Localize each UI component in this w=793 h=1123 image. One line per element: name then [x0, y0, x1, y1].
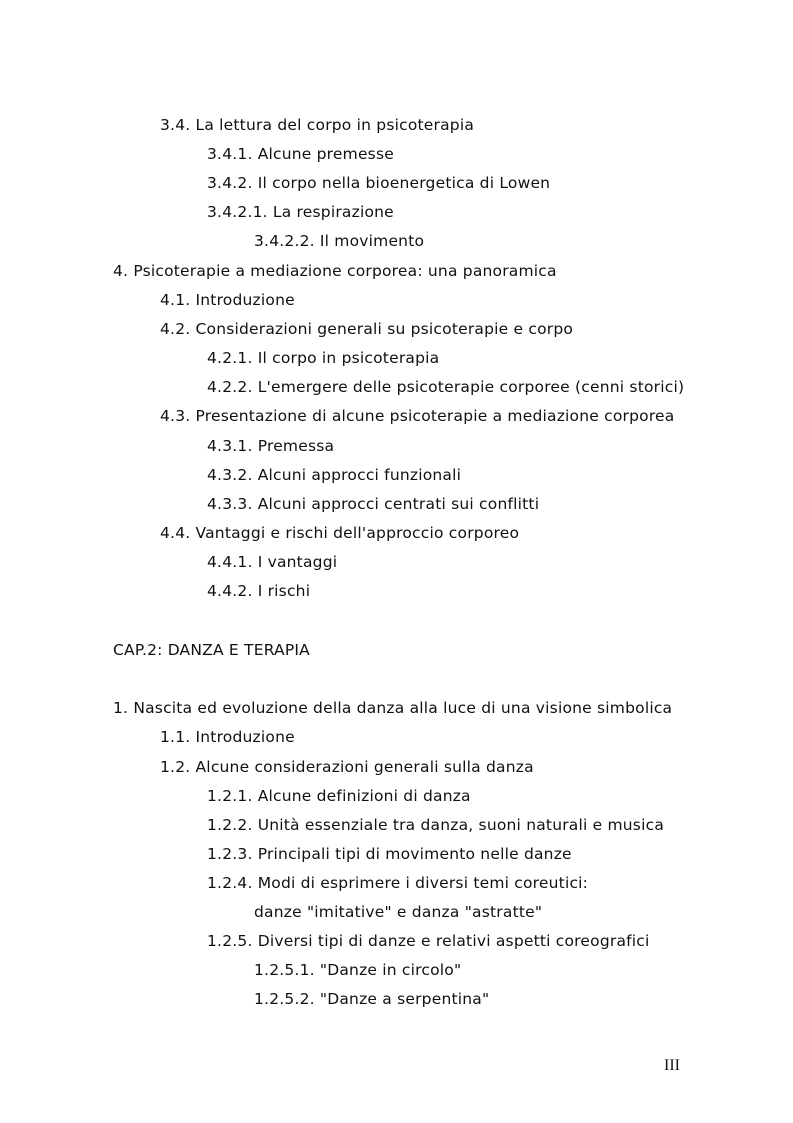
toc-entry-1-1: 1.1. Introduzione [160, 728, 295, 746]
toc-entry-1-2: 1.2. Alcune considerazioni generali sulla danza [160, 758, 534, 776]
toc-entry-3-4: 3.4. La lettura del corpo in psicoterapia [160, 116, 475, 134]
toc-entry-1-2-5-2: 1.2.5.2. "Danze a serpentina" [254, 990, 490, 1008]
toc-entry-4-2: 4.2. Considerazioni generali su psicoterapie e corpo [160, 320, 574, 338]
toc-entry-1-2-4: 1.2.4. Modi di esprimere i diversi temi coreutici: [207, 874, 589, 892]
toc-entry-4-2-1: 4.2.1. Il corpo in psicoterapia [207, 349, 440, 367]
toc-entry-3-4-1: 3.4.1. Alcune premesse [207, 145, 394, 163]
toc-entry-3-4-2-2: 3.4.2.2. Il movimento [254, 232, 425, 250]
toc-entry-3-4-2: 3.4.2. Il corpo nella bioenergetica di Lowen [207, 174, 551, 192]
toc-entry-4-2-2: 4.2.2. L'emergere delle psicoterapie corporee (cenni storici) [207, 378, 685, 396]
toc-entry-4-4-1: 4.4.1. I vantaggi [207, 553, 338, 571]
toc-entry-1-2-3: 1.2.3. Principali tipi di movimento nelle danze [207, 845, 572, 863]
toc-entry-4-3: 4.3. Presentazione di alcune psicoterapie a mediazione corporea [160, 407, 675, 425]
toc-entry-3-4-2-1: 3.4.2.1. La respirazione [207, 203, 394, 221]
toc-entry-1-2-2: 1.2.2. Unità essenziale tra danza, suoni naturali e musica [207, 816, 665, 834]
toc-entry-1-2-1: 1.2.1. Alcune definizioni di danza [207, 787, 471, 805]
toc-entry-4-4-2: 4.4.2. I rischi [207, 582, 311, 600]
toc-entry-4-3-2: 4.3.2. Alcuni approcci funzionali [207, 466, 462, 484]
toc-entry-4-3-1: 4.3.1. Premessa [207, 437, 335, 455]
toc-entry-1-2-5-1: 1.2.5.1. "Danze in circolo" [254, 961, 462, 979]
toc-entry-4-3-3: 4.3.3. Alcuni approcci centrati sui conflitti [207, 495, 540, 513]
toc-entry-4-1: 4.1. Introduzione [160, 291, 295, 309]
toc-entry-1-2-4-continuation: danze "imitative" e danza "astratte" [254, 903, 543, 921]
toc-entry-4-4: 4.4. Vantaggi e rischi dell'approccio corporeo [160, 524, 520, 542]
page-number: III [664, 1057, 680, 1074]
toc-entry-1: 1. Nascita ed evoluzione della danza alla luce di una visione simbolica [113, 699, 673, 717]
toc-entry-1-2-5: 1.2.5. Diversi tipi di danze e relativi aspetti coreografici [207, 932, 650, 950]
chapter-heading: CAP.2: DANZA E TERAPIA [113, 641, 310, 659]
toc-entry-4: 4. Psicoterapie a mediazione corporea: una panoramica [113, 262, 557, 280]
